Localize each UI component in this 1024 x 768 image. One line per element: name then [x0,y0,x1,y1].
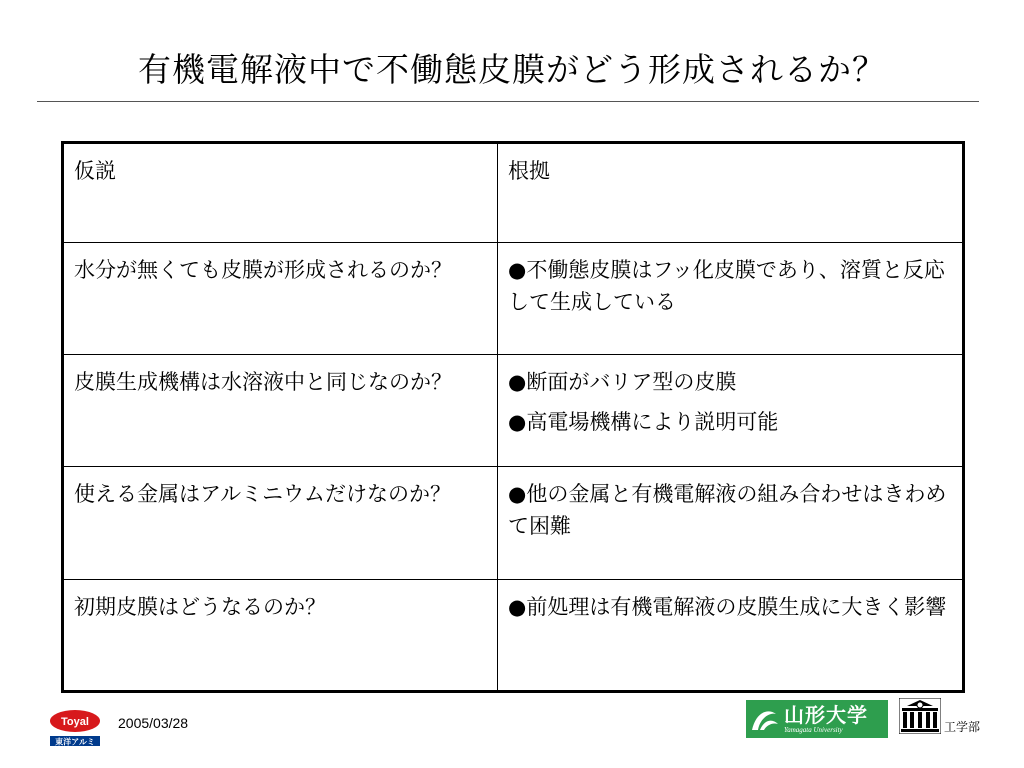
slide-date: 2005/03/28 [118,715,189,731]
university-name: 山形大学 [784,702,868,727]
title-divider [37,101,979,102]
evidence-item: ●断面がバリア型の皮膜 [508,370,737,395]
hypothesis-cell: 使える金属はアルミニウムだけなのか？ [63,467,498,579]
hypothesis-cell: 初期皮膜はどうなるのか？ [63,579,498,691]
evidence-item: ●高電場機構により説明可能 [508,410,779,435]
evidence-cell [498,355,964,467]
hypothesis-cell: 水分が無くても皮膜が形成されるのか？ [63,243,498,355]
table-row [63,579,964,691]
university-name-en: Yamagata University [784,725,843,734]
evidence-cell [498,579,964,691]
faculty-building-icon [899,698,941,734]
table-row [63,467,964,579]
svg-text:Toyal: Toyal [61,716,89,728]
hypothesis-cell: 皮膜生成機構は水溶液中と同じなのか？ [63,355,498,467]
table-row [63,355,964,467]
evidence-item: ●不働態皮膜はフッ化皮膜であり、溶質と反応して生成している [508,258,945,314]
header-evidence: 根拠 [498,143,964,243]
hypothesis-table [61,141,965,693]
department-label: 工学部 [944,720,981,734]
svg-text:東洋アルミ: 東洋アルミ [55,737,95,747]
evidence-item: ●他の金属と有機電解液の組み合わせはきわめて困難 [508,482,947,539]
yamagata-university-logo [746,700,888,738]
evidence-cell [498,467,964,579]
table-row [63,243,964,355]
table-header-row [63,143,964,243]
evidence-item: ●前処理は有機電解液の皮膜生成に大きく影響 [508,594,947,619]
slide-title: 有機電解液中で不働態皮膜がどう形成されるか？ [138,50,886,89]
toyal-logo [46,708,104,748]
evidence-cell [498,243,964,355]
header-hypothesis: 仮説 [63,143,498,243]
university-mark-icon [746,700,784,738]
